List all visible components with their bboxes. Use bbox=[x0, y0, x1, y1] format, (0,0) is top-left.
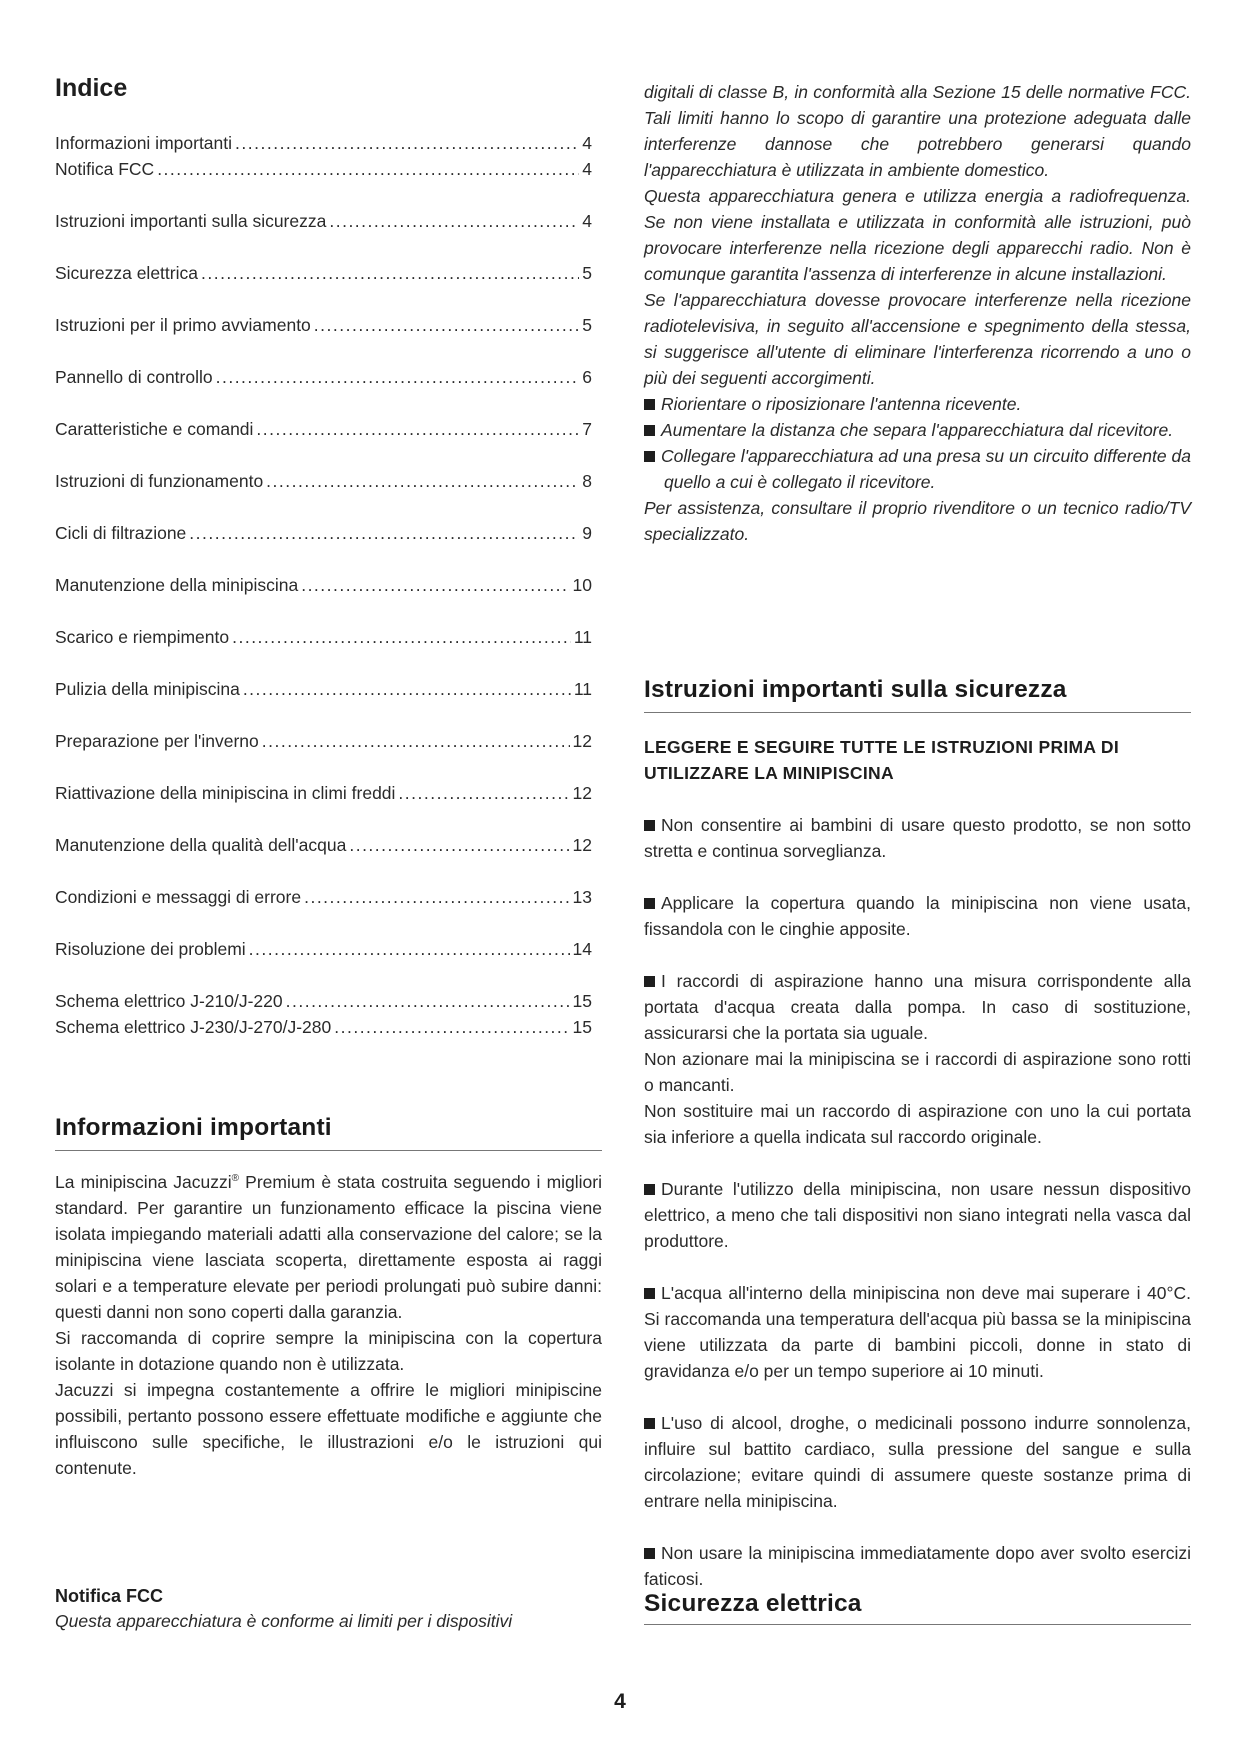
safety-item: Durante l'utilizzo della minipiscina, non usare nessun dispositivo elettrico, a meno che tali dispositivi non siano integrati nella vasca dal produttore. bbox=[644, 1179, 1191, 1251]
toc-entry[interactable]: Caratteristiche e comandi ..... 7 bbox=[55, 419, 592, 443]
safety-item: L'uso di alcool, droghe, o medicinali possono indurre sonnolenza, influire sul battito cardiaco, sulla pressione del sangue e sulla circolazione; evitare quindi di assumere queste sostanze prima di entrare nella minipiscina. bbox=[644, 1413, 1191, 1511]
toc-entry[interactable]: Riattivazione della minipiscina in climi freddi ..... 12 bbox=[55, 783, 592, 807]
toc-entry[interactable]: Schema elettrico J-230/J-270/J-280 ..... 15 bbox=[55, 1017, 592, 1041]
toc-leader bbox=[334, 1017, 569, 1038]
toc-leader bbox=[398, 783, 569, 804]
toc-leader bbox=[314, 315, 579, 336]
square-bullet-icon bbox=[644, 1418, 655, 1429]
section-divider bbox=[644, 1624, 1191, 1625]
fcc-text-continued: digitali di classe B, in conformità alla Sezione 15 delle normative FCC. Tali limiti hanno lo scopo di garantire una protezione adeguata dalle interferenze dannose che potrebbero generarsi quando l'apparecchiatura è utilizzata in ambiente domestico. Questa apparecchiatura genera e utilizza energia a radiofrequenza. Se non viene installata e utilizzata in conformità alle istruzioni, può provocare interferenze nella ricezione degli apparecchi radio. Non è comunque garantita l'assenza di interferenze in alcune installazioni. Se l'apparecchiatura dovesse provocare interferenze nella ricezione radiotelevisiva, in seguito all'accensione e spegnimento della stessa, si suggerisce all'utente di eliminare l'interferenza ricorrendo a uno o più dei seguenti accorgimenti. Riorientare o riposizionare l'antenna ricevente. Aumentare la distanza che separa l'apparecchiatura dal ricevitore. Collegare l'apparecchiatura ad una presa su un circuito differente da quello a cui è collegato il ricevitore. Per assistenza, consultare il proprio rivenditore o un tecnico radio/TV specializzato. bbox=[644, 82, 1191, 544]
square-bullet-icon bbox=[644, 1184, 655, 1195]
toc-title: Indice bbox=[55, 74, 128, 102]
safety-section-title: Istruzioni importanti sulla sicurezza bbox=[644, 676, 1067, 703]
toc-entry[interactable]: Manutenzione della minipiscina ..... 10 bbox=[55, 575, 592, 599]
section-divider bbox=[644, 712, 1191, 713]
page-number: 4 bbox=[614, 1690, 626, 1713]
toc-entry[interactable]: Risoluzione dei problemi ..... 14 bbox=[55, 939, 592, 963]
square-bullet-icon bbox=[644, 1548, 655, 1559]
toc-leader bbox=[301, 575, 569, 596]
toc-leader bbox=[216, 367, 580, 388]
toc-entry[interactable]: Istruzioni per il primo avviamento ..... 5 bbox=[55, 315, 592, 339]
info-text: La minipiscina Jacuzzi® Premium è stata costruita seguendo i migliori standard. Per garantire un funzionamento efficace la piscina viene isolata impiegando materiali adatti alla conservazione del calore; se la minipiscina viene lasciata scoperta, direttamente esposta ai raggi solari e a temperature elevate per periodi prolungati può subire danni: questi danni non sono coperti dalla garanzia. Si raccomanda di coprire sempre la minipiscina con la copertura isolante in dotazione quando non è utilizzata. Jacuzzi si impegna costantemente a offrire le migliori minipiscine possibili, pertanto possono essere effettuate modifiche e aggiunte che influiscono sulle specifiche, le illustrazioni e/o le istruzioni qui contenute. bbox=[55, 1171, 602, 1478]
toc-leader bbox=[189, 523, 579, 544]
safety-item: Non usare la minipiscina immediatamente dopo aver svolto esercizi faticosi. bbox=[644, 1543, 1191, 1589]
square-bullet-icon bbox=[644, 820, 655, 831]
safety-subheading: LEGGERE E SEGUIRE TUTTE LE ISTRUZIONI PRIMA DI UTILIZZARE LA MINIPISCINA bbox=[644, 737, 1119, 783]
toc-leader bbox=[304, 887, 569, 908]
toc-entry[interactable]: Manutenzione della qualità dell'acqua ..... 12 bbox=[55, 835, 592, 859]
toc-entry[interactable]: Condizioni e messaggi di errore ..... 13 bbox=[55, 887, 592, 911]
toc-entry[interactable]: Pulizia della minipiscina ..... 11 bbox=[55, 679, 592, 703]
square-bullet-icon bbox=[644, 976, 655, 987]
safety-item: I raccordi di aspirazione hanno una misura corrispondente alla portata d'acqua creata dalla pompa. In caso di sostituzione, assicurarsi che la portata sia uguale. Non azionare mai la minipiscina se i raccordi di aspirazione sono rotti o mancanti. Non sostituire mai un raccordo di aspirazione con uno la cui portata sia inferiore a quella indicata sul raccordo originale. bbox=[644, 971, 1191, 1147]
list-item: Riorientare o riposizionare l'antenna ricevente. bbox=[644, 391, 1191, 417]
list-item: Aumentare la distanza che separa l'apparecchiatura dal ricevitore. bbox=[644, 417, 1191, 443]
toc-entry[interactable]: Preparazione per l'inverno ..... 12 bbox=[55, 731, 592, 755]
toc-leader bbox=[349, 835, 569, 856]
toc-leader bbox=[201, 263, 579, 284]
toc-entry[interactable]: Istruzioni importanti sulla sicurezza ..... 4 bbox=[55, 211, 592, 235]
toc-entry[interactable]: Cicli di filtrazione ..... 9 bbox=[55, 523, 592, 547]
square-bullet-icon bbox=[644, 399, 655, 410]
info-section-title: Informazioni importanti bbox=[55, 1114, 332, 1141]
toc-leader bbox=[232, 627, 571, 648]
toc-leader bbox=[249, 939, 570, 960]
toc-leader bbox=[243, 679, 571, 700]
toc-entry[interactable]: Scarico e riempimento ..... 11 bbox=[55, 627, 592, 651]
square-bullet-icon bbox=[644, 1288, 655, 1299]
square-bullet-icon bbox=[644, 451, 655, 462]
toc-entry[interactable]: Informazioni importanti ..... 4 bbox=[55, 133, 592, 157]
safety-item: L'acqua all'interno della minipiscina non deve mai superare i 40°C. Si raccomanda una temperatura dell'acqua più bassa se la minipiscina viene utilizzata da parte di bambini piccoli, donne in stato di gravidanza e/o per un tempo superiore ai 10 minuti. bbox=[644, 1283, 1191, 1381]
fcc-text-start: Questa apparecchiatura è conforme ai limiti per i dispositivi bbox=[55, 1611, 513, 1631]
toc-leader bbox=[235, 133, 579, 154]
toc-entry[interactable]: Istruzioni di funzionamento ..... 8 bbox=[55, 471, 592, 495]
safety-item: Applicare la copertura quando la minipiscina non viene usata, fissandola con le cinghie apposite. bbox=[644, 893, 1191, 939]
toc-entry[interactable]: Pannello di controllo ..... 6 bbox=[55, 367, 592, 391]
list-item: Collegare l'apparecchiatura ad una presa su un circuito differente da quello a cui è collegato il ricevitore. bbox=[644, 443, 1191, 495]
section-divider bbox=[55, 1150, 602, 1151]
safety-item: Non consentire ai bambini di usare questo prodotto, se non sotto stretta e continua sorveglianza. bbox=[644, 815, 1191, 861]
fcc-heading: Notifica FCC bbox=[55, 1586, 163, 1606]
toc-leader bbox=[286, 991, 570, 1012]
electrical-section-title: Sicurezza elettrica bbox=[644, 1590, 862, 1617]
square-bullet-icon bbox=[644, 425, 655, 436]
toc-leader bbox=[256, 419, 579, 440]
toc-leader bbox=[157, 159, 579, 180]
toc-leader bbox=[266, 471, 579, 492]
toc-leader bbox=[262, 731, 570, 752]
toc-entry[interactable]: Schema elettrico J-210/J-220 ..... 15 bbox=[55, 991, 592, 1015]
toc-entry[interactable]: Notifica FCC ..... 4 bbox=[55, 159, 592, 183]
toc-leader bbox=[329, 211, 579, 232]
square-bullet-icon bbox=[644, 898, 655, 909]
toc-entry[interactable]: Sicurezza elettrica ..... 5 bbox=[55, 263, 592, 287]
